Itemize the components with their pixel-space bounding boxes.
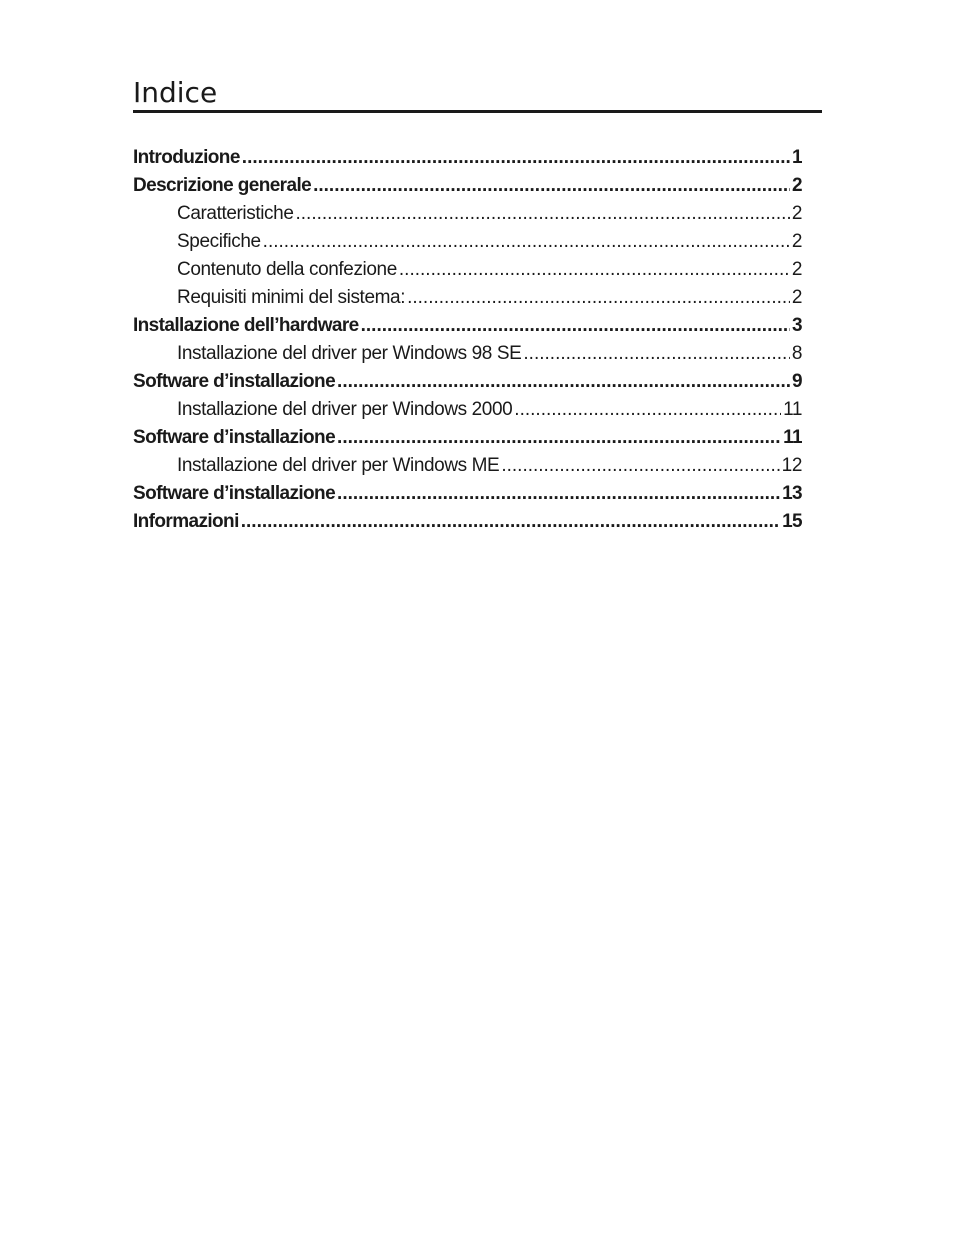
title-rule bbox=[133, 110, 822, 113]
toc-entry-label: Introduzione bbox=[133, 147, 240, 168]
toc-entry[interactable] bbox=[133, 368, 802, 396]
toc-entry-page: 2 bbox=[791, 259, 802, 280]
toc-entry-page: 2 bbox=[791, 203, 802, 224]
toc-subentry[interactable] bbox=[133, 284, 802, 312]
toc-entry-page: 9 bbox=[792, 371, 802, 392]
toc-entry-page: 12 bbox=[781, 455, 802, 476]
toc-entry-page: 2 bbox=[792, 175, 802, 196]
dot-leader bbox=[361, 312, 790, 340]
toc-entry-label: Contenuto della confezione bbox=[177, 259, 397, 280]
dot-leader bbox=[337, 424, 781, 452]
toc-entry-page: 8 bbox=[791, 343, 802, 364]
toc-entry-page: 2 bbox=[791, 287, 802, 308]
toc-entry-label: Software d’installazione bbox=[133, 483, 336, 504]
table-of-contents bbox=[133, 144, 802, 536]
toc-subentry[interactable] bbox=[133, 452, 802, 480]
dot-leader bbox=[501, 452, 779, 480]
toc-subentry[interactable] bbox=[133, 340, 802, 368]
toc-entry[interactable] bbox=[133, 144, 802, 172]
dot-leader bbox=[337, 368, 790, 396]
toc-entry-label: Caratteristiche bbox=[177, 203, 294, 224]
toc-subentry[interactable] bbox=[133, 256, 802, 284]
toc-subentry[interactable] bbox=[133, 396, 802, 424]
toc-entry-label: Informazioni bbox=[133, 511, 239, 532]
toc-entry-page: 15 bbox=[782, 511, 802, 532]
toc-entry-label: Descrizione generale bbox=[133, 175, 312, 196]
toc-entry[interactable] bbox=[133, 480, 802, 508]
toc-entry[interactable] bbox=[133, 508, 802, 536]
toc-entry-label: Installazione del driver per Windows 98 SE bbox=[177, 343, 522, 364]
dot-leader bbox=[399, 256, 790, 284]
dot-leader bbox=[523, 340, 789, 368]
toc-entry-label: Installazione del driver per Windows ME bbox=[177, 455, 500, 476]
dot-leader bbox=[263, 228, 790, 256]
toc-entry-page: 3 bbox=[792, 315, 802, 336]
toc-entry[interactable] bbox=[133, 172, 802, 200]
dot-leader bbox=[407, 284, 790, 312]
toc-entry-label: Specifiche bbox=[177, 231, 261, 252]
toc-entry-label: Requisiti minimi del sistema: bbox=[177, 287, 406, 308]
toc-entry-label: Software d’installazione bbox=[133, 371, 336, 392]
toc-subentry[interactable] bbox=[133, 200, 802, 228]
dot-leader bbox=[296, 200, 790, 228]
page-title: Indice bbox=[133, 76, 218, 109]
dot-leader bbox=[337, 480, 780, 508]
dot-leader bbox=[313, 172, 790, 200]
toc-entry-page: 2 bbox=[791, 231, 802, 252]
toc-entry-label: Installazione dell’hardware bbox=[133, 315, 359, 336]
toc-entry[interactable] bbox=[133, 312, 802, 340]
toc-entry[interactable] bbox=[133, 424, 802, 452]
toc-entry-label: Installazione del driver per Windows 2000 bbox=[177, 399, 513, 420]
dot-leader bbox=[514, 396, 781, 424]
toc-entry-page: 13 bbox=[782, 483, 802, 504]
toc-entry-page: 11 bbox=[783, 427, 802, 448]
toc-entry-page: 1 bbox=[792, 147, 802, 168]
toc-entry-page: 11 bbox=[783, 399, 802, 420]
toc-subentry[interactable] bbox=[133, 228, 802, 256]
toc-entry-label: Software d’installazione bbox=[133, 427, 336, 448]
dot-leader bbox=[242, 144, 790, 172]
dot-leader bbox=[241, 508, 780, 536]
